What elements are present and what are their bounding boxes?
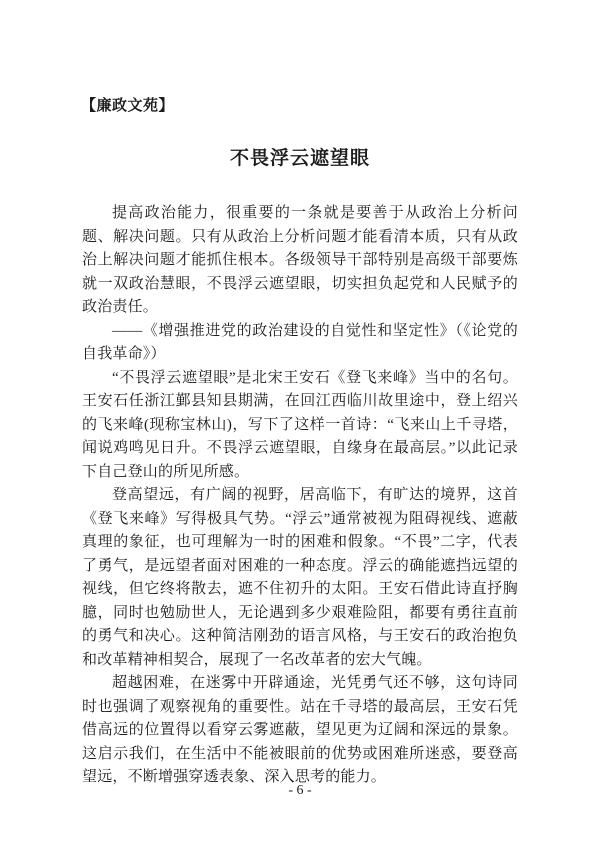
paragraph: 登高望远，有广阔的视野，居高临下，有旷达的境界，这首《登飞来峰》写得极具气势。“浮云”通常被视为阻碍视线、遮蔽真理的象征，也可理解为一时的困难和假象。“不畏”二字，代表了勇气，是远望者面对困难的一种态度。浮云的确能遮挡远望的视线，但它终将散去，遮不住初升的太阳。王安石借此诗直抒胸臆，同时也勉励世人，无论遇到多少艰难险阻，都要有勇往直前的勇气和决心。这种简洁刚劲的语言风格，与王安石的政治抱负和改革精神相契合，展现了一名改革者的宏大气魄。	[82, 487, 518, 668]
article-title: 不畏浮云遮望眼	[229, 148, 370, 169]
article-body	[82, 202, 518, 790]
paragraph: 超越困难，在迷雾中开辟通途，光凭勇气还不够，这句诗同时也强调了观察视角的重要性。站在千寻塔的最高层，王安石凭借高远的位置得以看穿云雾遮蔽，望见更为辽阔和深远的景象。这启示我们，在生活中不能被眼前的优势或困难所迷惑，要登高望远，不断增强穿透表象、深入思考的能力。	[82, 675, 518, 785]
paragraph: “不畏浮云遮望眼”是北宋王安石《登飞来峰》当中的名句。王安石任浙江鄞县知县期满，在回江西临川故里途中，登上绍兴的飞来峰(现称宝林山)，写下了这样一首诗：“飞来山上千寻塔，闻说鸡鸣见日升。不畏浮云遮望眼，自缘身在最高层。”以此记录下自己登山的所见所感。	[82, 369, 518, 480]
section-label: 【廉政文苑】	[81, 98, 175, 114]
paragraph: 提高政治能力，很重要的一条就是要善于从政治上分析问题、解决问题。只有从政治上分析问题才能看清本质，只有从政治上解决问题才能抓住根本。各级领导干部特别是高级干部要炼就一双政治慧眼，不畏浮云遮望眼，切实担负起党和人民赋予的政治责任。	[82, 205, 518, 315]
paragraph-attribution: ——《增强推进党的政治建设的自觉性和坚定性》（《论党的自我革命》）	[82, 322, 518, 362]
page-number: - 6 -	[288, 783, 312, 798]
